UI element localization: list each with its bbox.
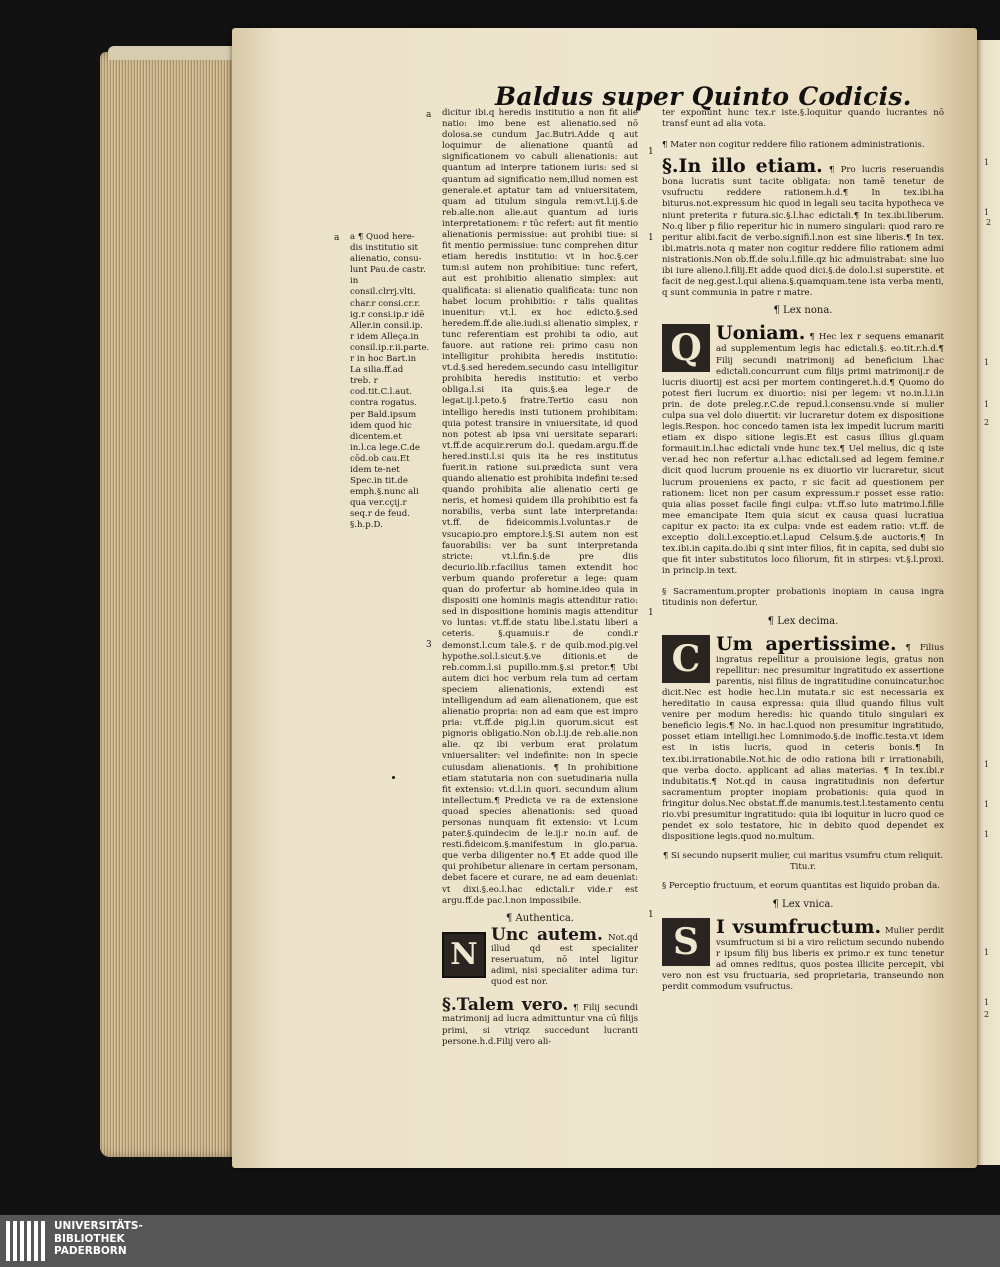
section-heading: §.Talem vero. bbox=[442, 995, 569, 1016]
right-text-column bbox=[662, 108, 944, 993]
cum-text: ¶ Filius ingratus repellitur a prouisione legis, gratus non repellitur: nec presumitur ingratitudo ex assertione parentis, nisi filius de ingratitudine conuincatur.hoc dicit.Nec est hodie hec.l.in mutata.r sic est necessaria ex hereditatio in causa expressa: quia illud quando filius vult venire per modum heredis: hic quando titulo singulari ex beneficio legis.¶ No. in hac.l.quod non presumitur ingratitudo, posset etiam intelligi.hec l.omnimodo.§.de inoffic.testa.vt idem est in istis lucris, quod in ceteris bonis.¶ In tex.ibi.irrationabile.Not.hic de odio rationa bili r irrationabili, que verba docto. applicant ad alias materias. ¶ In tex.ibi.r indubitatis.¶ Not.qd in causa ingratitudinis non defertur sacramentum propter inopiam probationis: quia quod in fringitur dolus.Nec obstat.ff.de manumis.test.l.testamento centu rio.vbi presumitur ingratitudo: quia ibi loquitur in lucro quod ce pendet ex solo testatore, hic in debito quod dependet ex dispositione legis.quod no.multum. bbox=[662, 642, 944, 843]
section-heading: I vsumfructum. bbox=[716, 915, 882, 938]
library-name-line: BIBLIOTHEK bbox=[54, 1232, 125, 1245]
library-name-line: UNIVERSITÄTS- bbox=[54, 1220, 143, 1232]
right-column-paragraph: ter exponunt hunc tex.r iste.§.loquitur quando lucrantes nō transf eunt ad alia vota. bbox=[662, 108, 944, 130]
library-footer bbox=[0, 1215, 1000, 1267]
summary-line: ¶ Mater non cogitur reddere filio rationem administrationis. bbox=[662, 140, 925, 151]
authentica-text: Not.qd illud qd est specialiter reseruatum, nō intel ligitur adimi, nisi specialiter adima tur: quod est nor. bbox=[491, 932, 638, 988]
strip-mark: 1 bbox=[984, 760, 990, 769]
lex-title: ¶ Lex decima. bbox=[767, 615, 839, 627]
book-top-edge bbox=[108, 46, 238, 60]
library-logo-icon bbox=[6, 1221, 48, 1261]
strip-mark: 2 bbox=[986, 218, 992, 227]
margin-marker: 1 bbox=[648, 910, 654, 920]
summary-line: § Sacramentum.propter probationis inopiam in causa ingra titudinis non defertur. bbox=[662, 587, 944, 609]
ink-dot bbox=[392, 776, 395, 779]
authentica-title: ¶ Authentica. bbox=[506, 912, 574, 924]
running-head: Baldus super Quinto Codicis. bbox=[495, 82, 912, 111]
strip-mark: 1 bbox=[984, 800, 990, 809]
strip-mark: 1 bbox=[984, 948, 990, 957]
margin-marker: 1 bbox=[648, 147, 654, 157]
strip-mark: 1 bbox=[984, 400, 990, 409]
margin-marker: a bbox=[426, 110, 432, 120]
section-heading: Unc autem. bbox=[491, 924, 603, 945]
section-heading: Uoniam. bbox=[716, 322, 806, 345]
in-illo-text: ¶ Pro lucris reseruandis bona lucratis sunt tacite obligata: non tamē tenetur de vsufructu reddere rationem.h.d.¶ In tex.ibi.ha biturus.not.expressum hic quod in legali seu tacita hypotheca ve niunt preterita r futura.sic.§.l.hac edictali.¶ In tex.ibi.liberum. No.q liber p filio reperitur hic in numero singulari: quod raro re peritur alibi.facit de verbo.signifi.l.non est sine liberis.¶ In tex. ibi.matris.nota q mater non cogitur reddere filio rationem admi nistrationis.Non ob.ff.de solu.l.fille.qz hic admuistrabat: sine luo ibi iure alieno.l.filij.Et adde quod dici.§.de dolo.l.si superstite. et facit de neg.gest.l.qui aliena.§.quamquam.tene ista verba menti, q sunt communia in patre r matre. bbox=[662, 165, 945, 299]
book-fore-edge bbox=[100, 52, 240, 1157]
title-line: ¶ Si secundo nupserit mulier, cui maritus vsumfru ctum reliquit. Titu.r. bbox=[662, 851, 944, 873]
talem-paragraph bbox=[442, 995, 638, 1047]
decorated-initial: S bbox=[662, 918, 710, 966]
strip-mark: 1 bbox=[984, 998, 990, 1007]
strip-mark: 2 bbox=[984, 1010, 990, 1019]
section-heading: §.In illo etiam. bbox=[662, 155, 823, 178]
strip-mark: 1 bbox=[984, 358, 990, 367]
lex-title: ¶ Lex nona. bbox=[773, 305, 833, 317]
strip-mark: 1 bbox=[984, 830, 990, 839]
strip-mark: 2 bbox=[984, 418, 990, 427]
left-text-column bbox=[442, 108, 638, 1048]
strip-mark: 1 bbox=[984, 158, 990, 167]
decorated-initial: Q bbox=[662, 324, 710, 372]
summary-line: § Perceptio fructuum, et eorum quantitas est liquido proban da. bbox=[662, 881, 940, 892]
margin-marker: 1 bbox=[648, 233, 654, 243]
quoniam-text: ¶ Hec lex r sequens emanarit ad supplementum legis hac edictali.§. eo.tit.r.h.d.¶ Filij secundi matrimonij ad beneficium l.hac edictali.concurrunt cum filijs primi matrimonij.r de lucris diuortij est acsi per mortem contingeret.h.d.¶ Quomo do potest fieri lucrum ex diuortio: nisi per legem: vt no.in.l.i.in prin. de dote preleg.r.C.de repud.l.consensu.vnde si mulier culpa sua vel dolo diuertit: vir lucraretur dotem ex dispositione legis.Respon. hoc concedo tamen ista lex impedit lucrum mariti etiam ex dispo sitione legis.Et est casus illius gl.quam formauit.in.l.hac edictali vnde hunc tex.¶ Uel melius, dic q iste ver.ad hec non refertur a.l.hac edictali.sed ad legem femine.r dicit quod lucrum prouenie ns ex diuortio vir lucraretur, sicut lucrum proueniens ex pacto, r sic facit ad questionem per rationem: licet non per casum expressum.r posset esse ratio: quia alias posset facile fingi culpa: vt.ff.so luto matrimo.l.fille mee emancipate Item quia sicut ex causa quasi lucratiua capitur ex pacto: ita ex culpa: vnde est eadem ratio: vt.ff. de exceptio doli.l.exceptio.et.l.apud Celsum.§.de auctoris.¶ In tex.ibi.in capita.do.ibi q sint inter filios, fit in capita, sed dubi sio que fit inter substitutos loco filiorum, fit in stirpes: vt.§.l.proxi. in princip.in text. bbox=[662, 332, 944, 577]
section-heading: Um apertissime. bbox=[716, 632, 897, 655]
si-text: Mulier perdit vsumfructum si bi a viro relictum secundo nubendo r ipsum filij bus liberis ex primo.r ex tunc tenetur ad omnes reditus, quos postea illicite percepit, vbi vero non est vsu fructuaria, sed proprietaria, transeundo non perdit commodum vsufructus. bbox=[662, 925, 945, 992]
library-name-line: PADERBORN bbox=[54, 1245, 127, 1257]
margin-note: a ¶ Quod here-dis institutio sit alienatio, consu-lunt Pau.de castr. in consil.clrrj.vlti. char.r consi.cr.r. ig.r consi.ip.r idē Aller.in consil.ip. r idem Alleça.in consil.ip.r.ii.parte. r in hoc Bart.in La silia.ff.ad treb. r cod.tit.C.l.aut. contra rogatus. per Bald.ipsum idem quod hic dicentem.et in.l.ca lege.C.de cōd.ob cau.Et idem te-net Spec.in tit.de emph.§.nunc ali qua ver.cçij.r seq.r de feud. §.h.p.D. bbox=[350, 232, 430, 531]
strip-mark: 1 bbox=[984, 208, 990, 217]
decorated-initial: C bbox=[662, 635, 710, 683]
margin-marker: a bbox=[334, 233, 340, 243]
left-column-paragraph: dicitur ibi.q heredis institutio a non fit alie natio: imo bene est alienatio.sed nō dolosa.se cundum Jac.Butri.Adde q aut loquimur de alienatione quantū ad significationem vo cabuli alienationis: aut quantum ad interpre tationem iuris: sed si quantum ad significatio nem,illud nomen est generale.et aptatur tam ad vniuersitatem, quam ad titulum singula rem:vt.l.ij.§.de reb.alie.non alie.aut quantum ad iuris interpretationem: r tūc refert: aut fit mentio alienationis permissiue: aut prohibi tiue: si fit mentio permissiue: tunc comprehen ditur etiam heredis institutio: vt in hoc.§.cer tum:si autem non prohibitiue: tunc refert, aut est prohibitio alienatio simplex: aut qualificata: si alienatio qualificata: tunc non habet locum prohibitio: r talis qualitas inuenitur: vt.l. ex hoc edicto.§.sed heredem.ff.de alie.iudi.si alienatio simplex, r tunc referentiam est prohibi ta odio, aut fauore. aut ratione rei: primo casu non intelligitur prohibita heredis institutio: vt.d.§.sed heredem.secundo casu intelligitur prohibita heredis institutio: et verbo obliga.l.si ita quis.§.ea lege.r de legat.ij.l.peto.§ fratre.Tertio casu non intelligo heredis insti tutionem prohibitam: quia potest transire in vniuersitate, id quod non potest ab ipsa vni uersitate separari: vt.ff.de acquir.rerum do.l. quedam.argu.ff.de hered.insti.l.si quis ita he res institutus fuerit.in ratione sui.prædicta sunt vera quando alienatio est prohibita indefini te:sed quando prohibita alie alienatio certi ge neris, et homesi quidem illa prohibitio est fa norabilis, verba sunt late interpretanda: vt.ff. de fideicommis.l.voluntas.r de vsucapio.pro emptore.l.§.Si autem non est fauorabilis: ver ba sunt interpretanda stricte: vt.l.fin.§.de pre diis decurio.lib.r.facilius tamen extendit hoc verbum quando proferetur a lege: quam quan do profertur ab homine.ideo quia in dispositi one hominis magis attenditur ratio: sed in dispositione hominis magis attenditur vo luntas: vt.ff.de statu libe.l.statu liberi a ceteris. §.quamuis.r de condi.r demonst.l.cum tale.§. r de quib.mod.pig.vel hypothe.sol.l.sicut.§.ve ditionis.et de reb.comm.l.si pupillo.mm.§.si pretor.¶ Ubi autem dici hoc verbum rela tum ad certam speciem alienationis, extendi est intelligendum ad eam alienationem, que est alienatio propria: non ad eam que est impro pria: vt.ff.de pig.l.in quorum.sicut est pignoris obligatio.Non ob.l.ij.de reb.alie.non alie. qz ibi verbum erat prolatum vniuersaliter: vel indefinite: non in specie cuiusdam alienationis. ¶ In prohibitione etiam statutaria non con suetudinaria nulla fit extensio: vt.d.l.in quori. secundum alium intellectum.¶ Predicta ve ra de extensione quoad species alienationis: sed quoad personas nunquam fit extensio: vt l.cum pater.§.quindecim de le.ij.r no.in auf. de resti.fideicom.§.manifestum in glo.parua. que verba diligenter no.¶ Et adde quod ille qui prohibetur alienare in certam personam, debet facere et curare, ne ad eam deueniat: vt dixi.§.eo.l.hac edictali.r vide.r est argu.ff.de pac.l.non impossibile. bbox=[442, 108, 638, 906]
decorated-initial: N bbox=[442, 932, 486, 978]
margin-marker: 1 bbox=[648, 608, 654, 618]
margin-marker: 3 bbox=[426, 640, 432, 650]
library-name bbox=[54, 1220, 143, 1258]
talem-text: ¶ Filij secundi matrimonij ad lucra admittuntur vna cū filijs primi, si vtriqz succedunt lucranti persone.h.d.Filij vero ali- bbox=[442, 1003, 638, 1047]
lex-title: ¶ Lex vnica. bbox=[772, 898, 834, 910]
